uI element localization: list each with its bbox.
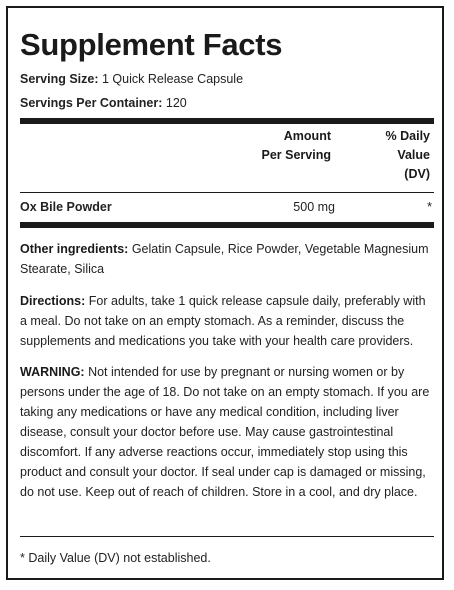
- serving-size-row: [20, 71, 243, 87]
- serving-size-label: Serving Size:: [20, 72, 99, 86]
- serving-size-value: 1 Quick Release Capsule: [101, 72, 244, 86]
- directions-text: For adults, take 1 quick release capsule daily, preferably with a meal. Do not take on an empty stomach. As a reminder, discuss the supplements and medications you take with your health care providers.: [20, 294, 426, 348]
- dv-header-line1: % Daily: [385, 129, 430, 143]
- other-ingredients: [20, 239, 434, 279]
- ingredient-name: Ox Bile Powder: [20, 200, 112, 214]
- ingredient-dv: *: [427, 200, 432, 214]
- table-row: [20, 199, 434, 215]
- ingredient-amount: 500 mg: [293, 200, 335, 214]
- supplement-facts-panel: [6, 6, 444, 580]
- header-divider: [20, 118, 434, 124]
- dv-header-line3: (DV): [404, 167, 430, 181]
- footnote-divider: [20, 536, 434, 537]
- table-header-rule: [20, 192, 434, 193]
- warning: [20, 362, 434, 502]
- warning-label: WARNING:: [20, 365, 85, 379]
- servings-per-container-value: 120: [165, 96, 187, 110]
- servings-per-container-label: Servings Per Container:: [20, 96, 163, 110]
- amount-header-line1: Amount: [283, 129, 331, 143]
- amount-header-line2: Per Serving: [261, 148, 331, 162]
- servings-per-container-row: [20, 95, 187, 111]
- other-ingredients-text: Gelatin Capsule, Rice Powder, Vegetable Magnesium Stearate, Silica: [20, 242, 429, 276]
- directions-label: Directions:: [20, 294, 86, 308]
- table-footer-divider: [20, 222, 434, 228]
- daily-value-header: [386, 127, 430, 184]
- warning-text: Not intended for use by pregnant or nursing women or by persons under the age of 18. Do not take on an empty stomach. If you are taking any medications or have any medical condition, including liver disease, consult your doctor before use. May cause gastrointestinal discomfort. If any adverse reactions occur, immediately stop using this product and consult your doctor. If seal under cap is damaged or missing, do not use. Keep out of reach of children. Store in a cool, and dry place.: [20, 365, 430, 499]
- other-ingredients-label: Other ingredients:: [20, 242, 129, 256]
- dv-header-line2: Value: [397, 148, 430, 162]
- amount-per-serving-header: [262, 127, 331, 165]
- footnote: * Daily Value (DV) not established.: [20, 551, 211, 565]
- panel-title: Supplement Facts: [20, 27, 283, 62]
- directions: [20, 291, 434, 351]
